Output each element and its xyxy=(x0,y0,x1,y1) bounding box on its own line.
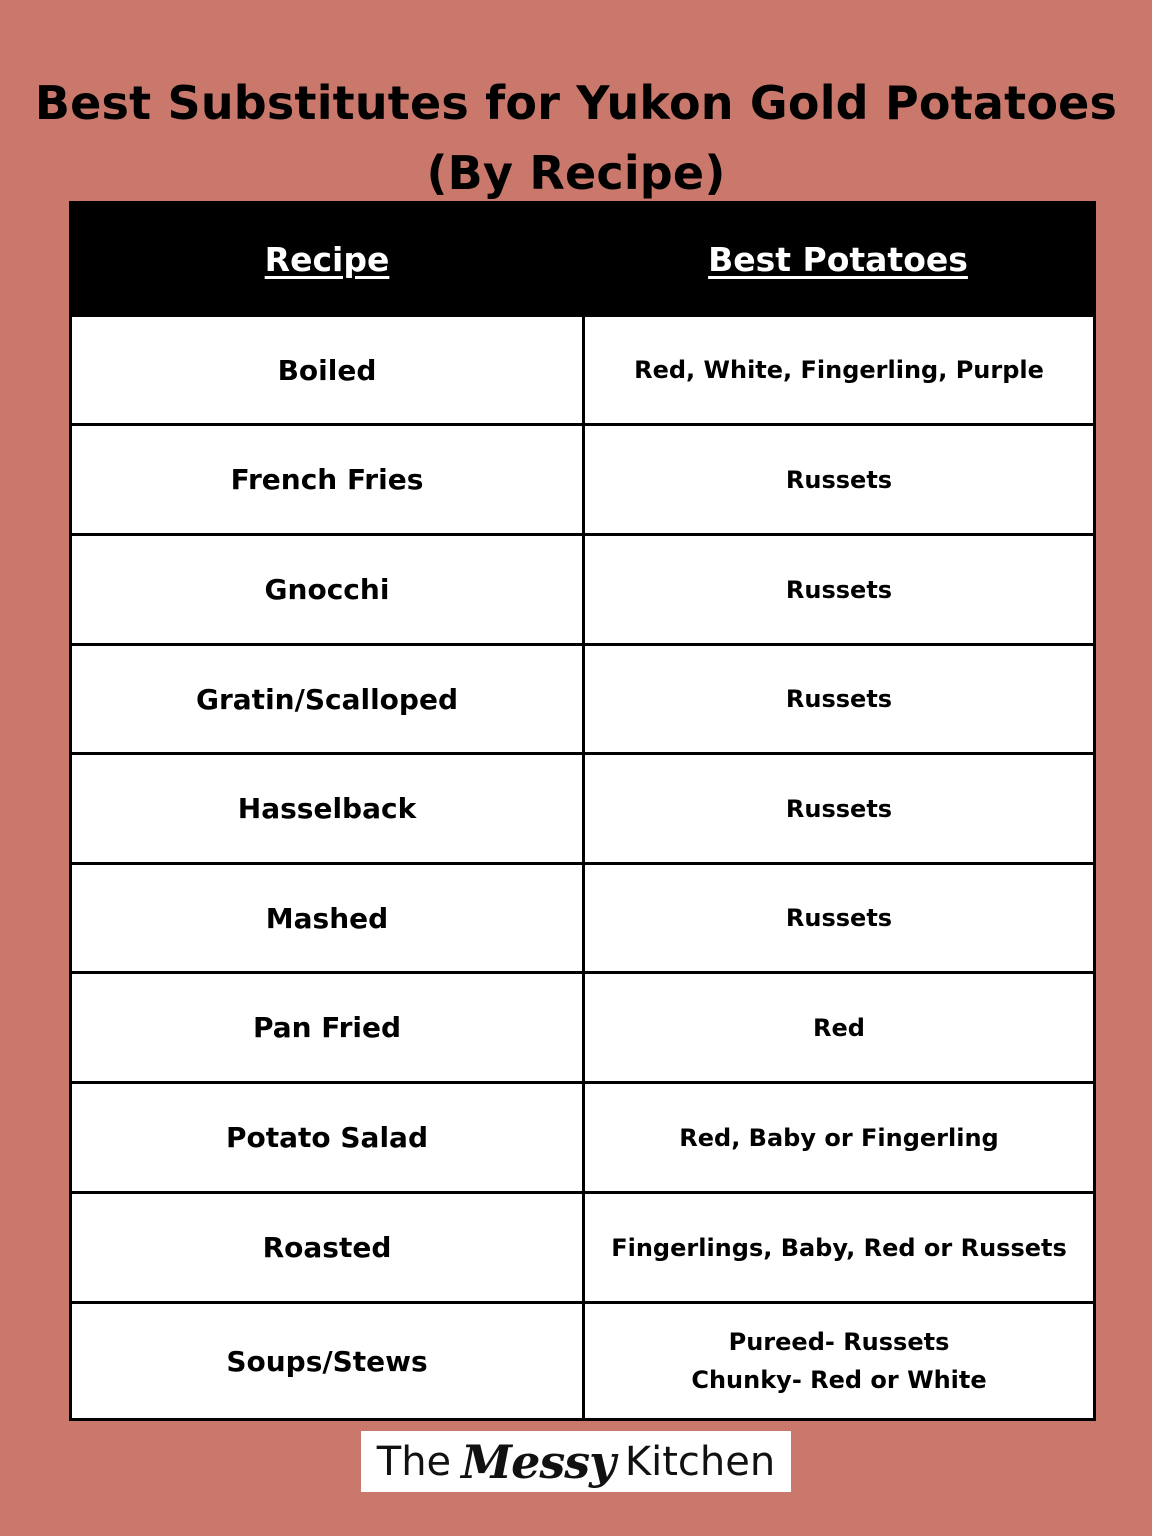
table-row xyxy=(72,971,1093,1081)
potatoes-lines xyxy=(786,790,892,828)
recipe-cell: Gratin/Scalloped xyxy=(196,682,458,716)
potatoes-cell xyxy=(582,536,1093,643)
potatoes-cell xyxy=(582,426,1093,533)
potatoes-line: Russets xyxy=(785,465,893,494)
potatoes-cell xyxy=(582,317,1093,423)
recipe-cell: French Fries xyxy=(230,463,424,496)
logo-word-the: The xyxy=(376,1438,452,1485)
potatoes-line: Red xyxy=(813,1013,865,1042)
recipe-cell: Gnocchi xyxy=(264,573,390,606)
potatoes-line: Russets xyxy=(785,904,893,932)
table-header xyxy=(72,204,1093,314)
potatoes-lines xyxy=(634,351,1044,389)
potatoes-line: Red, White, Fingerling, Purple xyxy=(634,356,1044,384)
title-line-2: (By Recipe) xyxy=(426,146,726,200)
title-line-1: Best Substitutes for Yukon Gold Potatoes xyxy=(34,76,1118,130)
table-row xyxy=(72,1301,1093,1418)
potatoes-lines xyxy=(813,1009,865,1047)
potatoes-line: Fingerlings, Baby, Red or Russets xyxy=(611,1233,1067,1262)
table-row xyxy=(72,1191,1093,1301)
potatoes-cell xyxy=(582,1194,1093,1301)
table-row xyxy=(72,862,1093,971)
recipe-cell: Roasted xyxy=(262,1231,392,1264)
header-best-potatoes: Best Potatoes xyxy=(708,239,968,279)
potatoes-lines xyxy=(786,680,892,718)
logo-word-messy: Messy xyxy=(461,1434,615,1489)
potatoes-line: Russets xyxy=(785,794,893,823)
table-row xyxy=(72,752,1093,862)
potatoes-line: Chunky- Red or White xyxy=(691,1366,987,1394)
potatoes-lines xyxy=(679,1119,998,1157)
recipe-cell: Hasselback xyxy=(237,792,417,825)
potatoes-cell xyxy=(582,1304,1093,1418)
table-row xyxy=(72,533,1093,643)
recipe-cell: Mashed xyxy=(265,901,389,935)
brand-logo xyxy=(361,1431,791,1492)
potatoes-lines xyxy=(786,571,892,609)
recipe-cell: Boiled xyxy=(277,353,377,387)
potatoes-line: Red, Baby or Fingerling xyxy=(679,1123,999,1152)
header-recipe: Recipe xyxy=(264,239,390,279)
potatoes-line: Russets xyxy=(785,685,893,713)
recipe-cell: Pan Fried xyxy=(252,1011,402,1044)
table-row xyxy=(72,423,1093,533)
table-row xyxy=(72,1081,1093,1191)
logo-word-kitchen: Kitchen xyxy=(624,1438,776,1485)
potatoes-line: Pureed- Russets xyxy=(728,1328,950,1356)
potatoes-cell xyxy=(582,755,1093,862)
potatoes-cell xyxy=(582,646,1093,752)
substitutes-table xyxy=(69,201,1096,1421)
page-title xyxy=(0,68,1152,208)
potatoes-lines xyxy=(611,1229,1067,1267)
potatoes-cell xyxy=(582,1084,1093,1191)
potatoes-lines xyxy=(786,899,892,937)
potatoes-lines xyxy=(691,1323,986,1399)
table-row xyxy=(72,314,1093,423)
potatoes-cell xyxy=(582,865,1093,971)
recipe-cell: Soups/Stews xyxy=(226,1344,428,1378)
table-row xyxy=(72,643,1093,752)
potatoes-lines xyxy=(786,461,892,499)
recipe-cell: Potato Salad xyxy=(225,1121,428,1154)
potatoes-line: Russets xyxy=(785,575,893,604)
potatoes-cell xyxy=(582,974,1093,1081)
